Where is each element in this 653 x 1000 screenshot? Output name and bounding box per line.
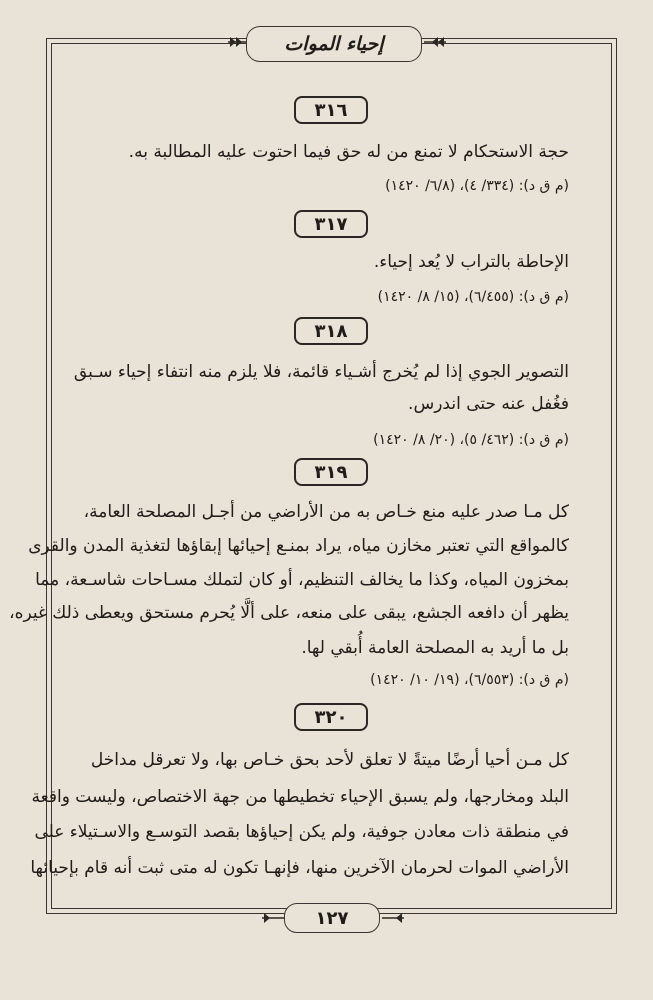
article-319-line-3: بمخزون المياه، وكذا ما يخالف التنظيم، أو كان لتملك مسـاحات شاسـعة، مما <box>35 570 569 590</box>
article-320-line-3: في منطقة ذات معادن جوفية، ولم يكن إحياؤها بقصد التوسـع والاسـتيلاء على <box>34 822 569 842</box>
article-316-reference: (م ق د): (٣٣٤/ ٤)، (٦/٨/ ١٤٢٠) <box>385 178 569 194</box>
article-number-317: ٣١٧ <box>294 210 368 238</box>
article-319-line-5: بل ما أريد به المصلحة العامة أُبقي لها. <box>301 638 569 658</box>
article-320-line-4: الأراضي الموات لحرمان الآخرين منها، فإنهـا تكون له متى ثبت أنه قام بإحيائها <box>30 858 569 878</box>
footer-cartouche <box>284 903 380 933</box>
article-320-line-1: كل مـن أحيا أرضًا ميتةً لا تعلق لأحد بحق خـاص بها، ولا تعرقل مداخل <box>90 750 569 770</box>
article-316-line-1: حجة الاستحكام لا تمنع من له حق فيما احتوت عليه المطالبة به. <box>128 142 569 162</box>
article-number-319: ٣١٩ <box>294 458 368 486</box>
running-header-title: إحياء الموات <box>284 33 384 55</box>
article-318-reference: (م ق د): (٤٦٢/ ٥)، (٢٠/ ٨/ ١٤٢٠) <box>373 432 569 448</box>
article-319-line-1: كل مـا صدر عليه منع خـاص به من الأراضي من أجـل المصلحة العامة، <box>83 502 569 522</box>
article-317-reference: (م ق د): (٦/٤٥٥)، (١٥/ ٨/ ١٤٢٠) <box>377 289 569 305</box>
article-317-line-1: الإحاطة بالتراب لا يُعد إحياء. <box>373 252 569 272</box>
article-320-line-2: البلد ومخارجها، ولم يسبق الإحياء تخطيطها من جهة الاختصاص، وليست واقعة <box>31 787 569 807</box>
page-number: ١٢٧ <box>315 907 349 929</box>
article-319-line-4: يظهر أن دافعه الجشع، يبقى على منعه، على ألَّا يُحرم مستحق ويعطى ذلك غيره، <box>9 603 569 623</box>
article-319-reference: (م ق د): (٦/٥٥٣)، (١٩/ ١٠/ ١٤٢٠) <box>370 672 569 688</box>
article-number-318: ٣١٨ <box>294 317 368 345</box>
header-cartouche <box>246 26 422 62</box>
footer-ornament-left-icon <box>262 912 284 924</box>
article-318-line-2: فغُفل عنه حتى اندرس. <box>408 394 569 414</box>
article-number-320: ٣٢٠ <box>294 703 368 731</box>
footer-ornament-right-icon <box>382 912 404 924</box>
header-ornament-right-icon <box>424 36 446 48</box>
article-number-316: ٣١٦ <box>294 96 368 124</box>
article-319-line-2: كالمواقع التي تعتبر مخازن مياه، يراد بمنـع إحيائها إبقاؤها لتغذية المدن والقرى <box>28 536 569 556</box>
article-318-line-1: التصوير الجوي إذا لم يُخرج أشـياء قائمة، فلا يلزم منه انتفاء إحياء سـبق <box>73 362 569 382</box>
